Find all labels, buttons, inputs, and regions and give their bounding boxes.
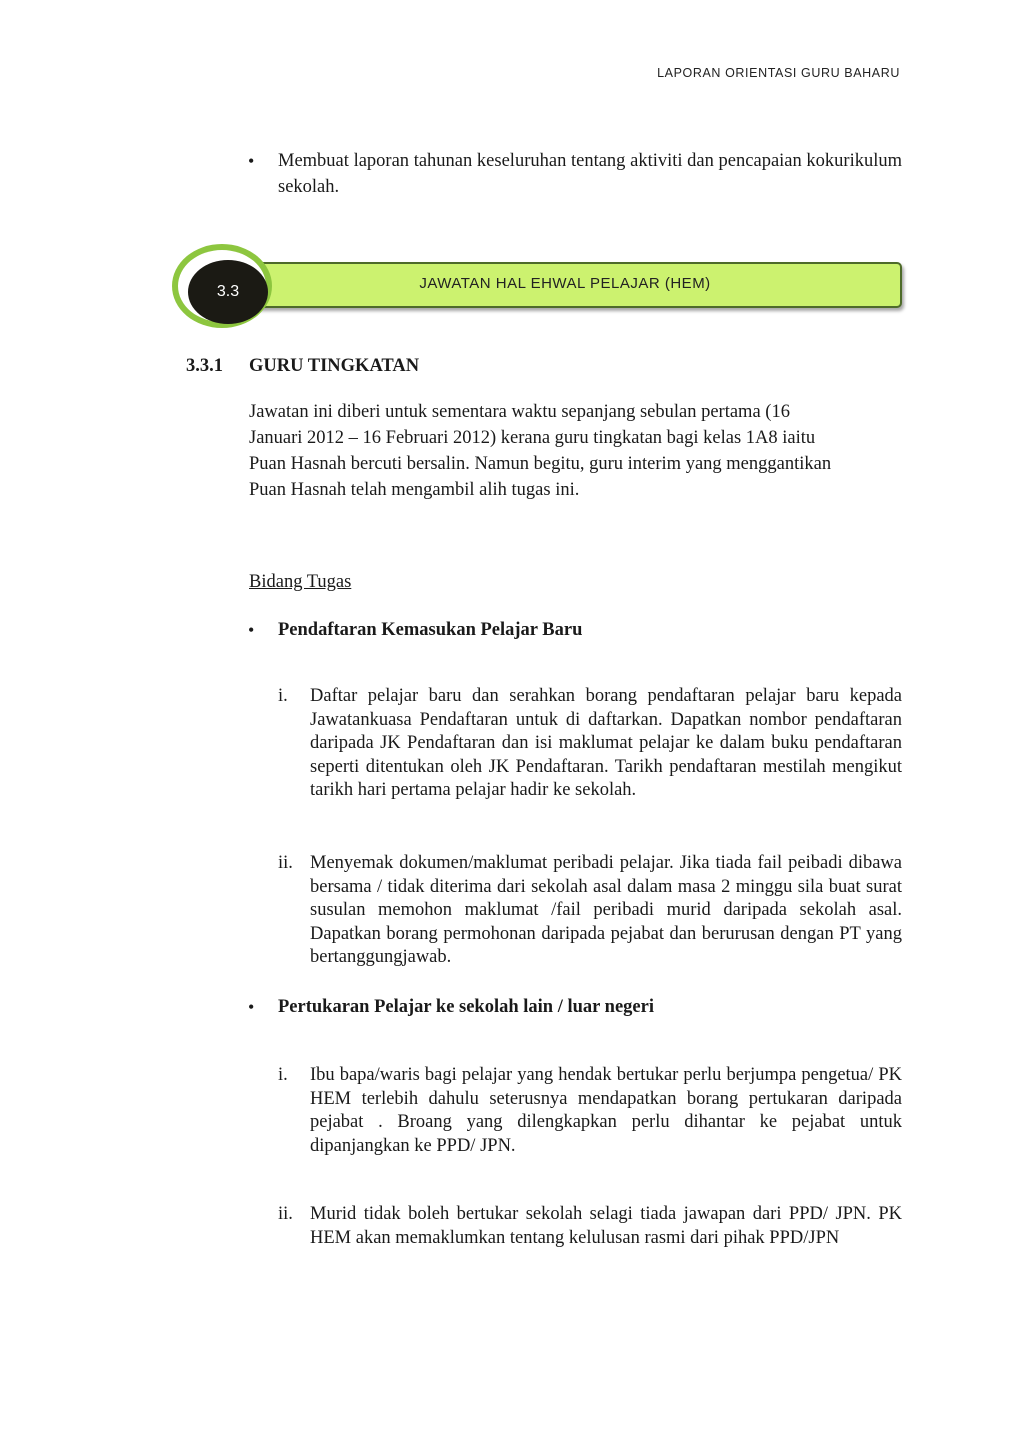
intro-line: Jawatan ini diberi untuk sementara waktu sepanjang sebulan pertama (16 <box>249 402 790 422</box>
section-title: JAWATAN HAL EHWAL PELAJAR (HEM) <box>419 274 711 292</box>
duty-item-text: Daftar pelajar baru dan serahkan borang pendaftaran pelajar baru kepada Jawatankuasa Pendaftaran untuk di daftarkan. Dapatkan nombor pendaftaran daripada JK Pendaftaran dan isi maklumat pelajar ke dalam buku pendaftaran seperti ditentukan oleh JK Pendaftaran. Tarikh pendaftaran mestilah mengikut tarikh hari pertama pelajar hadir ke sekolah. <box>310 686 902 800</box>
section-number-badge <box>172 244 272 328</box>
duty-bullet-title: Pendaftaran Kemasukan Pelajar Baru <box>278 620 583 640</box>
duty-item <box>278 1203 902 1250</box>
page-header-title: LAPORAN ORIENTASI GURU BAHARU <box>657 66 900 80</box>
duty-bullet <box>248 617 582 643</box>
duty-item-number: i. <box>278 686 288 706</box>
subsection-title: GURU TINGKATAN <box>249 356 420 376</box>
bullet-icon: • <box>248 151 255 171</box>
intro-line: Januari 2012 – 16 Februari 2012) kerana guru tingkatan bagi kelas 1A8 iaitu <box>249 428 816 448</box>
duties-label: Bidang Tugas <box>249 572 352 592</box>
duty-bullet-title: Pertukaran Pelajar ke sekolah lain / luar negeri <box>278 997 654 1017</box>
intro-line: Puan Hasnah telah mengambil alih tugas ini. <box>249 480 580 500</box>
section-number: 3.3 <box>188 260 268 324</box>
section-banner <box>172 244 902 328</box>
subsection-intro <box>249 399 901 503</box>
duty-item <box>278 852 902 970</box>
duty-item-text: Menyemak dokumen/maklumat peribadi pelajar. Jika tiada fail peibadi dibawa bersama / tidak diterima dari sekolah asal dalam masa 2 minggu sila buat surat susulan memohon maklumat /fail peribadi murid daripada sekolah asal. Dapatkan borang permohonan daripada pejabat dan berurusan dengan PT yang bertanggungjawab. <box>310 853 902 967</box>
duty-item-number: ii. <box>278 853 293 873</box>
duty-item-number: ii. <box>278 1204 293 1224</box>
duty-item <box>278 685 902 803</box>
bullet-icon: • <box>248 997 255 1017</box>
duty-item-text: Murid tidak boleh bertukar sekolah selagi tiada jawapan dari PPD/ JPN. PK HEM akan memaklumkan tentang kelulusan rasmi dari pihak PPD/JPN <box>310 1204 902 1248</box>
intro-bullet-item <box>248 148 902 200</box>
bullet-icon: • <box>248 620 255 640</box>
duty-item-text: Ibu bapa/waris bagi pelajar yang hendak bertukar perlu berjumpa pengetua/ PK HEM terlebih dahulu seterusnya mendapatkan borang pertukaran daripada pejabat . Broang yang dilengkapkan perlu dihantar ke pejabat untuk dipanjangkan ke PPD/ JPN. <box>310 1065 902 1156</box>
intro-line: Puan Hasnah bercuti bersalin. Namun begitu, guru interim yang menggantikan <box>249 454 832 474</box>
subsection-number: 3.3.1 <box>186 356 223 376</box>
duty-item <box>278 1064 902 1158</box>
intro-bullet-text: Membuat laporan tahunan keseluruhan tentang aktiviti dan pencapaian kokurikulum sekolah. <box>278 151 902 197</box>
duty-item-number: i. <box>278 1065 288 1085</box>
duty-bullet <box>248 994 654 1020</box>
